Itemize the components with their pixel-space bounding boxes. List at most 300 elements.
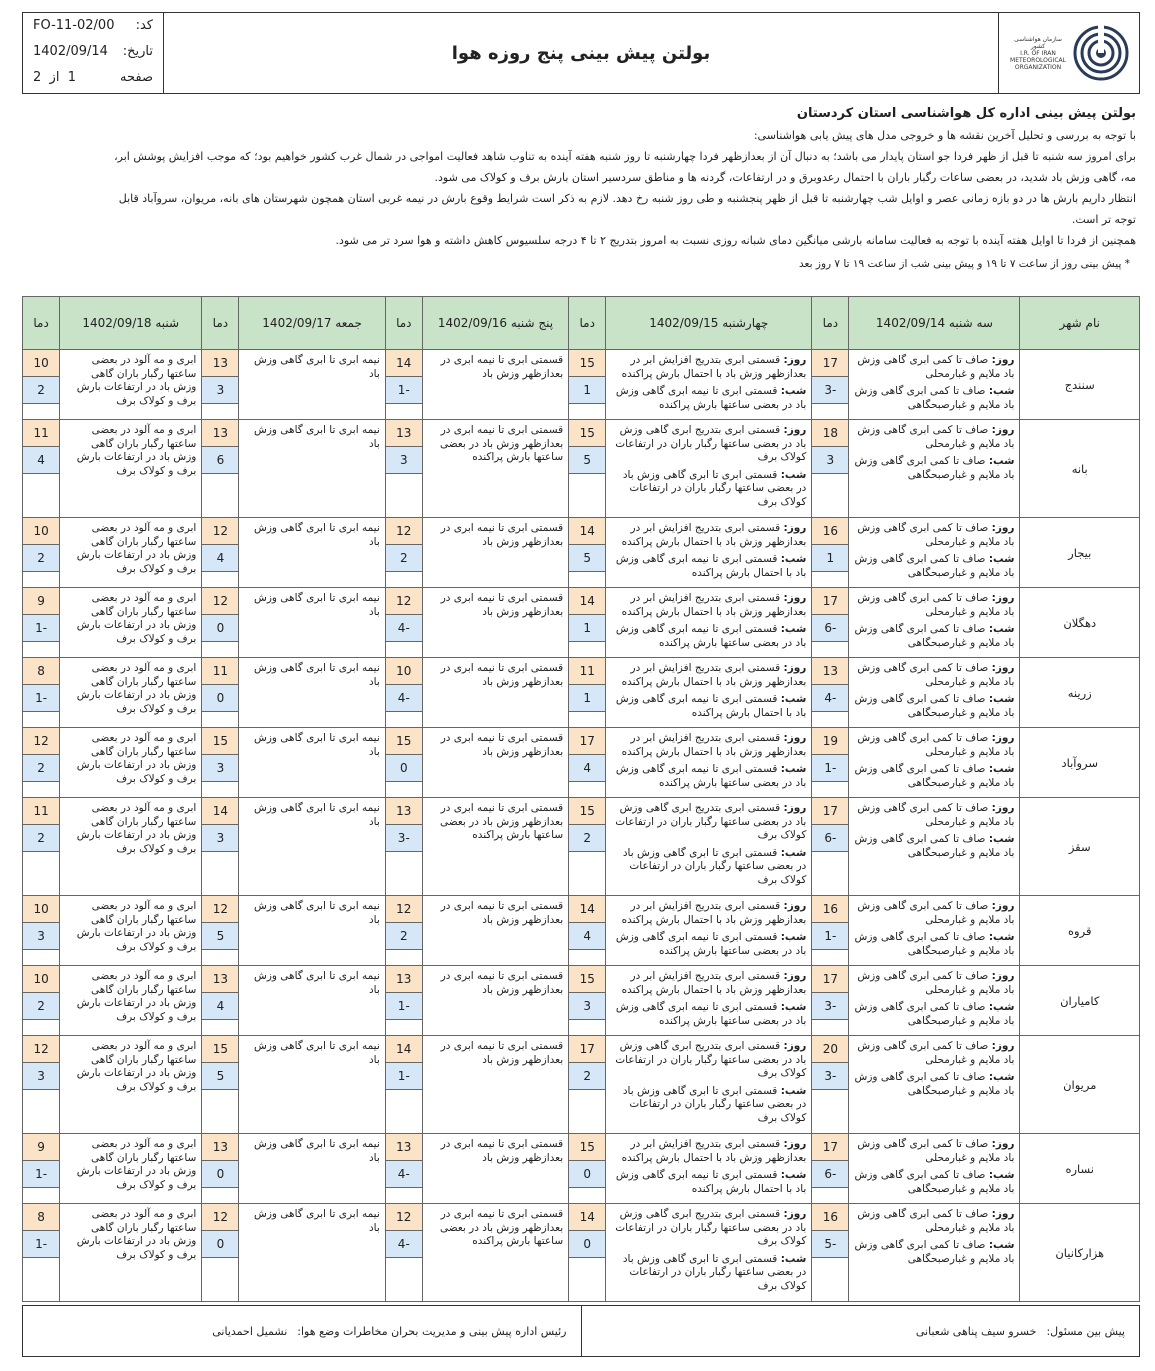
temp-cell (385, 1036, 422, 1134)
max-temp: 17 (812, 588, 848, 615)
night-forecast (854, 833, 1014, 860)
forecast-text: ابری و مه آلود در بعضی ساعتها رگبار باران گاهی وزش باد در ارتفاعات بارش برف و کولاک برف (76, 1138, 197, 1191)
night-label: شب: (988, 931, 1015, 944)
city-name: سنندج (1020, 350, 1140, 420)
page-of: از (49, 70, 60, 85)
city-name: سقز (1020, 798, 1140, 896)
night-forecast (854, 385, 1014, 412)
max-temp: 12 (386, 896, 422, 923)
max-temp: 11 (202, 658, 238, 685)
day-text: قسمتی ابری بتدریج افزایش ابر در بعدازظهر وزش باد با احتمال بارش پراکنده (621, 970, 807, 996)
temp-cell (202, 518, 239, 588)
forecast-cell (239, 728, 385, 798)
forecast-text (849, 798, 1019, 864)
forecast-text (606, 728, 811, 794)
forecast-cell (606, 966, 812, 1036)
max-temp: 16 (812, 896, 848, 923)
min-temp: 3 (23, 1063, 59, 1090)
city-name: دهگلان (1020, 588, 1140, 658)
forecast-text: ابری و مه آلود در بعضی ساعتها رگبار باران گاهی وزش باد در ارتفاعات بارش برف و کولاک برف (76, 1040, 197, 1093)
code-label: کد: (135, 18, 153, 33)
night-label: شب: (780, 763, 807, 776)
min-temp: -1 (386, 377, 422, 404)
max-temp: 11 (23, 420, 59, 447)
min-temp: -1 (23, 685, 59, 712)
head-cell (23, 1306, 582, 1356)
min-temp: 3 (202, 755, 238, 782)
day-text: صاف تا کمی ابری گاهی وزش باد ملایم و غبارمحلی (857, 1208, 1015, 1234)
night-forecast (854, 1169, 1014, 1196)
max-temp: 12 (202, 896, 238, 923)
temp-cell (385, 518, 422, 588)
forecast-text: نیمه ابری تا ابری گاهی وزش باد (254, 522, 380, 548)
night-forecast (611, 623, 806, 650)
max-temp: 10 (23, 966, 59, 993)
forecast-text: ابری و مه آلود در بعضی ساعتها رگبار باران گاهی وزش باد در ارتفاعات بارش برف و کولاک برف (76, 424, 197, 477)
night-label: شب: (988, 553, 1015, 566)
max-temp: 10 (23, 350, 59, 377)
forecast-text (849, 350, 1019, 416)
forecast-cell (849, 1204, 1020, 1302)
day-label: روز: (991, 592, 1015, 604)
min-temp: 0 (386, 755, 422, 782)
city-name: نساره (1020, 1134, 1140, 1204)
forecast-cell (239, 1036, 385, 1134)
max-temp: 16 (812, 1204, 848, 1231)
temp-cell (23, 350, 60, 420)
night-label: شب: (988, 385, 1015, 398)
temp-cell (812, 588, 849, 658)
day-text: قسمتی ابری بتدریج ابری گاهی وزش باد در بعضی ساعتها رگبار باران در ارتفاعات کولاک برف (615, 802, 807, 842)
night-text: صاف تا کمی ابری گاهی وزش باد ملایم و غبارصبحگاهی (854, 833, 1015, 859)
temp-cell (23, 658, 60, 728)
day-label: روز: (783, 592, 807, 604)
max-temp: 12 (202, 518, 238, 545)
night-text: صاف تا کمی ابری گاهی وزش باد ملایم و غبارصبحگاهی (854, 763, 1015, 789)
forecast-text (849, 728, 1019, 794)
day-label: روز: (783, 732, 807, 744)
forecast-text (606, 350, 811, 416)
forecast-cell (60, 588, 202, 658)
max-temp: 12 (23, 728, 59, 755)
forecast-text: ابری و مه آلود در بعضی ساعتها رگبار باران گاهی وزش باد در ارتفاعات بارش برف و کولاک برف (76, 522, 197, 575)
temp-cell (812, 1134, 849, 1204)
temp-cell (202, 798, 239, 896)
intro-text (22, 125, 1140, 251)
max-temp: 12 (202, 588, 238, 615)
city-name: کامیاران (1020, 966, 1140, 1036)
page-num: 1 (67, 70, 76, 85)
night-text: قسمتی ابری تا نیمه ابری گاهی وزش باد با احتمال بارش پراکنده (615, 1169, 807, 1195)
min-temp: -6 (812, 825, 848, 852)
city-name: بیجار (1020, 518, 1140, 588)
forecast-cell (606, 588, 812, 658)
day-text: صاف تا کمی ابری گاهی وزش باد ملایم و غبارمحلی (857, 900, 1015, 926)
temp-cell (202, 1036, 239, 1134)
min-temp: 0 (569, 1231, 605, 1258)
table-row (23, 798, 1140, 896)
day-forecast (854, 424, 1014, 451)
header-tuesday: سه شنبه 1402/09/14 (849, 297, 1020, 350)
forecast-text (849, 588, 1019, 654)
max-temp: 15 (569, 966, 605, 993)
forecast-cell (422, 658, 568, 728)
night-text: قسمتی ابری تا نیمه ابری گاهی وزش باد در بعضی ساعتها بارش پراکنده (615, 763, 807, 789)
temp-cell (812, 728, 849, 798)
temp-cell (812, 1204, 849, 1302)
night-forecast (854, 455, 1014, 482)
intro-line: انتظار داریم بارش ها در دو بازه زمانی عصر و اوایل شب چهارشنبه تا قبل از ظهر پنجشنبه و طی روز شنبه رخ دهد. لازم به ذکر است شرایط وقوع بارش در نیمه غربی استان همچون شهرستان های بانه، مریوان، سروآباد قابل (118, 192, 1136, 205)
day-text: قسمتی ابری بتدریج افزایش ابر در بعدازظهر وزش باد با احتمال بارش پراکنده (621, 732, 807, 758)
forecast-cell (849, 1134, 1020, 1204)
min-temp: 5 (569, 545, 605, 572)
min-temp: 4 (202, 545, 238, 572)
forecast-text (606, 1204, 811, 1298)
night-forecast (611, 693, 806, 720)
min-temp: 2 (23, 993, 59, 1020)
forecast-cell (849, 798, 1020, 896)
forecast-cell (422, 350, 568, 420)
forecaster-label: پیش بین مسئول: (1046, 1324, 1125, 1338)
min-temp: 4 (202, 993, 238, 1020)
forecast-cell (60, 966, 202, 1036)
temp-cell (385, 1204, 422, 1302)
head-name: نشمیل احمدیانی (212, 1324, 288, 1338)
min-temp: -4 (812, 685, 848, 712)
max-temp: 20 (812, 1036, 848, 1063)
day-label: روز: (991, 900, 1015, 912)
max-temp: 12 (386, 518, 422, 545)
max-temp: 11 (569, 658, 605, 685)
forecast-cell (239, 1204, 385, 1302)
night-label: شب: (988, 455, 1015, 468)
day-label: روز: (991, 732, 1015, 744)
min-temp: 5 (569, 447, 605, 474)
forecast-cell (606, 1204, 812, 1302)
table-header-row (23, 297, 1140, 350)
temp-cell (23, 1134, 60, 1204)
bulletin-header (22, 12, 1140, 94)
min-temp: -3 (386, 825, 422, 852)
night-label: شب: (780, 1252, 807, 1265)
forecast-cell (60, 518, 202, 588)
header-wednesday: چهارشنبه 1402/09/15 (606, 297, 812, 350)
min-temp: -6 (812, 1161, 848, 1188)
temp-cell (23, 1204, 60, 1302)
forecast-text: قسمتی ابری تا نیمه ابری در بعدازظهر وزش باد (440, 662, 564, 688)
max-temp: 13 (386, 420, 422, 447)
table-row (23, 896, 1140, 966)
forecast-text (849, 1036, 1019, 1102)
min-temp: 2 (386, 923, 422, 950)
forecast-cell (849, 728, 1020, 798)
night-text: صاف تا کمی ابری گاهی وزش باد ملایم و غبارصبحگاهی (854, 693, 1015, 719)
night-text: قسمتی ابری تا نیمه ابری گاهی وزش باد با احتمال بارش پراکنده (615, 553, 807, 579)
forecast-cell (606, 350, 812, 420)
forecast-text: نیمه ابری تا ابری گاهی وزش باد (254, 900, 380, 926)
night-label: شب: (988, 1071, 1015, 1084)
night-forecast (854, 693, 1014, 720)
day-text: قسمتی ابری بتدریج افزایش ابر در بعدازظهر وزش باد با احتمال بارش پراکنده (621, 354, 807, 380)
max-temp: 13 (386, 966, 422, 993)
forecast-text (606, 420, 811, 514)
forecast-cell (849, 420, 1020, 518)
forecast-cell (60, 1204, 202, 1302)
night-label: شب: (988, 763, 1015, 776)
max-temp: 17 (569, 1036, 605, 1063)
night-text: قسمتی ابری تا نیمه ابری گاهی وزش باد در بعضی ساعتها بارش پراکنده (615, 623, 807, 649)
forecast-cell (239, 896, 385, 966)
day-label: روز: (783, 354, 807, 366)
night-text: قسمتی ابری تا ابری گاهی وزش باد در بعضی ساعتها رگبار باران در ارتفاعات کولاک برف (622, 1252, 807, 1292)
temp-cell (385, 728, 422, 798)
min-temp: -1 (386, 1063, 422, 1090)
night-forecast (611, 469, 806, 510)
header-thursday: پنج شنبه 1402/09/16 (422, 297, 568, 350)
min-temp: 2 (569, 1063, 605, 1090)
forecast-cell (239, 798, 385, 896)
forecast-cell (606, 1134, 812, 1204)
forecast-table (22, 296, 1140, 1302)
max-temp: 14 (386, 350, 422, 377)
forecast-cell (422, 798, 568, 896)
forecast-text: قسمتی ابری تا نیمه ابری در بعدازظهر وزش باد در بعضی ساعتها بارش پراکنده (439, 424, 564, 464)
max-temp: 10 (23, 518, 59, 545)
day-text: صاف تا کمی ابری گاهی وزش باد ملایم و غبارمحلی (857, 354, 1015, 380)
day-forecast (854, 522, 1014, 549)
max-temp: 13 (202, 1134, 238, 1161)
forecast-text (606, 1134, 811, 1200)
temp-cell (202, 350, 239, 420)
max-temp: 15 (202, 1036, 238, 1063)
day-forecast (854, 592, 1014, 619)
night-label: شب: (988, 1001, 1015, 1014)
day-forecast (611, 1040, 806, 1081)
forecast-cell (422, 420, 568, 518)
min-temp: -3 (812, 993, 848, 1020)
forecast-text (849, 518, 1019, 584)
day-forecast (611, 662, 806, 689)
day-label: روز: (991, 662, 1015, 674)
night-forecast (854, 1071, 1014, 1098)
day-label: روز: (783, 900, 807, 912)
forecast-cell (849, 1036, 1020, 1134)
day-forecast (854, 354, 1014, 381)
forecast-cell (849, 896, 1020, 966)
day-forecast (611, 354, 806, 381)
forecast-cell (60, 658, 202, 728)
max-temp: 18 (812, 420, 848, 447)
min-temp: -1 (23, 1161, 59, 1188)
day-text: صاف تا کمی ابری گاهی وزش باد ملایم و غبارمحلی (857, 592, 1015, 618)
night-text: صاف تا کمی ابری گاهی وزش باد ملایم و غبارصبحگاهی (854, 623, 1015, 649)
forecast-cell (239, 588, 385, 658)
city-name: زرینه (1020, 658, 1140, 728)
temp-cell (202, 588, 239, 658)
temp-cell (569, 350, 606, 420)
day-forecast (854, 1138, 1014, 1165)
min-temp: 6 (202, 447, 238, 474)
code-value: FO-11-02/00 (33, 18, 115, 33)
table-row (23, 728, 1140, 798)
night-forecast (611, 847, 806, 888)
night-label: شب: (780, 693, 807, 706)
forecast-cell (849, 658, 1020, 728)
temp-cell (23, 588, 60, 658)
max-temp: 15 (569, 1134, 605, 1161)
max-temp: 9 (23, 1134, 59, 1161)
min-temp: 2 (23, 545, 59, 572)
forecast-cell (422, 518, 568, 588)
day-forecast (611, 732, 806, 759)
intro-line: توجه تر است. (1071, 213, 1136, 226)
temp-cell (812, 1036, 849, 1134)
min-temp: -4 (386, 685, 422, 712)
day-label: روز: (991, 1138, 1015, 1150)
min-temp: -1 (812, 923, 848, 950)
max-temp: 15 (202, 728, 238, 755)
max-temp: 15 (569, 798, 605, 825)
night-text: قسمتی ابری تا ابری گاهی وزش باد در بعضی ساعتها رگبار باران در ارتفاعات کولاک برف (622, 468, 807, 508)
forecast-cell (422, 1204, 568, 1302)
day-label: روز: (783, 662, 807, 674)
forecast-cell (239, 420, 385, 518)
min-temp: 0 (202, 685, 238, 712)
temp-cell (202, 728, 239, 798)
temp-cell (812, 350, 849, 420)
head-label: رئیس اداره پیش بینی و مدیریت بحران مخاطرات وضع هوا: (297, 1324, 567, 1338)
max-temp: 12 (386, 588, 422, 615)
forecast-text (849, 1204, 1019, 1270)
forecast-text: نیمه ابری تا ابری گاهی وزش باد (254, 970, 380, 996)
min-temp: -1 (23, 615, 59, 642)
night-text: صاف تا کمی ابری گاهی وزش باد ملایم و غبارصبحگاهی (854, 931, 1015, 957)
temp-cell (812, 966, 849, 1036)
min-temp: 3 (569, 993, 605, 1020)
temp-cell (23, 1036, 60, 1134)
temp-cell (812, 798, 849, 896)
forecast-text: ابری و مه آلود در بعضی ساعتها رگبار باران گاهی وزش باد در ارتفاعات بارش برف و کولاک برف (76, 732, 197, 785)
day-forecast (611, 802, 806, 843)
night-forecast (611, 1253, 806, 1294)
night-forecast (854, 553, 1014, 580)
temp-cell (569, 728, 606, 798)
forecast-cell (60, 798, 202, 896)
table-row (23, 1204, 1140, 1302)
night-text: قسمتی ابری تا نیمه ابری گاهی وزش باد با احتمال بارش پراکنده (615, 693, 807, 719)
forecast-cell (606, 518, 812, 588)
temp-cell (23, 728, 60, 798)
day-text: صاف تا کمی ابری گاهی وزش باد ملایم و غبارمحلی (857, 662, 1015, 688)
night-text: قسمتی ابری تا نیمه ابری گاهی وزش باد در بعضی ساعتها بارش پراکنده (615, 385, 807, 411)
min-temp: 3 (202, 825, 238, 852)
forecaster-name: خسرو سیف پناهی شعبانی (915, 1324, 1037, 1338)
forecast-cell (60, 1036, 202, 1134)
max-temp: 17 (812, 966, 848, 993)
intro-line: همچنین از فردا تا اوایل هفته آینده با توجه به فعالیت سامانه بارشی میانگین دمای شبانه روزی نسبت به امروز بتدریج ۲ تا ۴ درجه سلسیوس کاهش داشته و هوا سرد تر می شود. (335, 234, 1136, 247)
night-label: شب: (780, 385, 807, 398)
temp-cell (569, 658, 606, 728)
forecast-cell (422, 588, 568, 658)
day-text: قسمتی ابری بتدریج افزایش ابر در بعدازظهر وزش باد با احتمال بارش پراکنده (621, 662, 807, 688)
min-temp: 4 (569, 923, 605, 950)
night-label: شب: (988, 1239, 1015, 1252)
max-temp: 15 (386, 728, 422, 755)
forecast-text: نیمه ابری تا ابری گاهی وزش باد (254, 1208, 380, 1234)
day-text: صاف تا کمی ابری گاهی وزش باد ملایم و غبارمحلی (857, 802, 1015, 828)
forecast-cell (239, 966, 385, 1036)
min-temp: -3 (812, 377, 848, 404)
header-temp: دما (812, 297, 849, 350)
intro-line: با توجه به بررسی و تحلیل آخرین نقشه ها و خروجی مدل های پیش یابی هواشناسی: (753, 129, 1136, 142)
temp-cell (569, 588, 606, 658)
min-temp: 0 (569, 1161, 605, 1188)
temp-cell (569, 518, 606, 588)
day-label: روز: (783, 1040, 807, 1052)
forecast-cell (606, 420, 812, 518)
min-temp: 3 (202, 377, 238, 404)
night-text: قسمتی ابری تا ابری گاهی وزش باد در بعضی ساعتها رگبار باران در ارتفاعات کولاک برف (622, 1084, 807, 1124)
max-temp: 13 (386, 1134, 422, 1161)
max-temp: 9 (23, 588, 59, 615)
max-temp: 11 (23, 798, 59, 825)
night-label: شب: (780, 553, 807, 566)
forecast-cell (239, 658, 385, 728)
day-forecast (854, 662, 1014, 689)
temp-cell (202, 896, 239, 966)
signature-footer (22, 1305, 1140, 1357)
forecast-text: قسمتی ابری تا نیمه ابری در بعدازظهر وزش باد (440, 1138, 564, 1164)
night-label: شب: (988, 833, 1015, 846)
temp-cell (569, 798, 606, 896)
forecast-text (606, 966, 811, 1032)
temp-cell (202, 966, 239, 1036)
day-label: روز: (991, 1208, 1015, 1220)
header-temp: دما (569, 297, 606, 350)
organization-logo (998, 13, 1139, 93)
forecast-text (849, 966, 1019, 1032)
day-label: روز: (783, 1138, 807, 1150)
night-forecast (611, 931, 806, 958)
night-forecast (854, 623, 1014, 650)
temp-cell (569, 1134, 606, 1204)
day-forecast (854, 732, 1014, 759)
city-name: مریوان (1020, 1036, 1140, 1134)
document-meta (23, 13, 164, 93)
temp-cell (385, 966, 422, 1036)
city-name: هزارکانیان (1020, 1204, 1140, 1302)
max-temp: 10 (386, 658, 422, 685)
table-row (23, 1134, 1140, 1204)
day-text: صاف تا کمی ابری گاهی وزش باد ملایم و غبارمحلی (857, 970, 1015, 996)
header-temp: دما (202, 297, 239, 350)
forecast-text: قسمتی ابری تا نیمه ابری در بعدازظهر وزش باد (440, 732, 564, 758)
forecast-cell (849, 350, 1020, 420)
forecast-text: قسمتی ابری تا نیمه ابری در بعدازظهر وزش باد در بعضی ساعتها بارش پراکنده (439, 802, 564, 842)
temp-cell (23, 896, 60, 966)
day-forecast (611, 1208, 806, 1249)
forecast-text: قسمتی ابری تا نیمه ابری در بعدازظهر وزش باد در بعضی ساعتها بارش پراکنده (439, 1208, 564, 1248)
night-label: شب: (780, 468, 807, 481)
max-temp: 14 (386, 1036, 422, 1063)
forecast-text (849, 1134, 1019, 1200)
forecast-cell (422, 728, 568, 798)
day-forecast (611, 424, 806, 465)
day-text: قسمتی ابری بتدریج افزایش ابر در بعدازظهر وزش باد با احتمال بارش پراکنده (621, 900, 807, 926)
day-text: صاف تا کمی ابری گاهی وزش باد ملایم و غبارمحلی (857, 1040, 1015, 1066)
temp-cell (202, 1204, 239, 1302)
min-temp: 0 (202, 615, 238, 642)
